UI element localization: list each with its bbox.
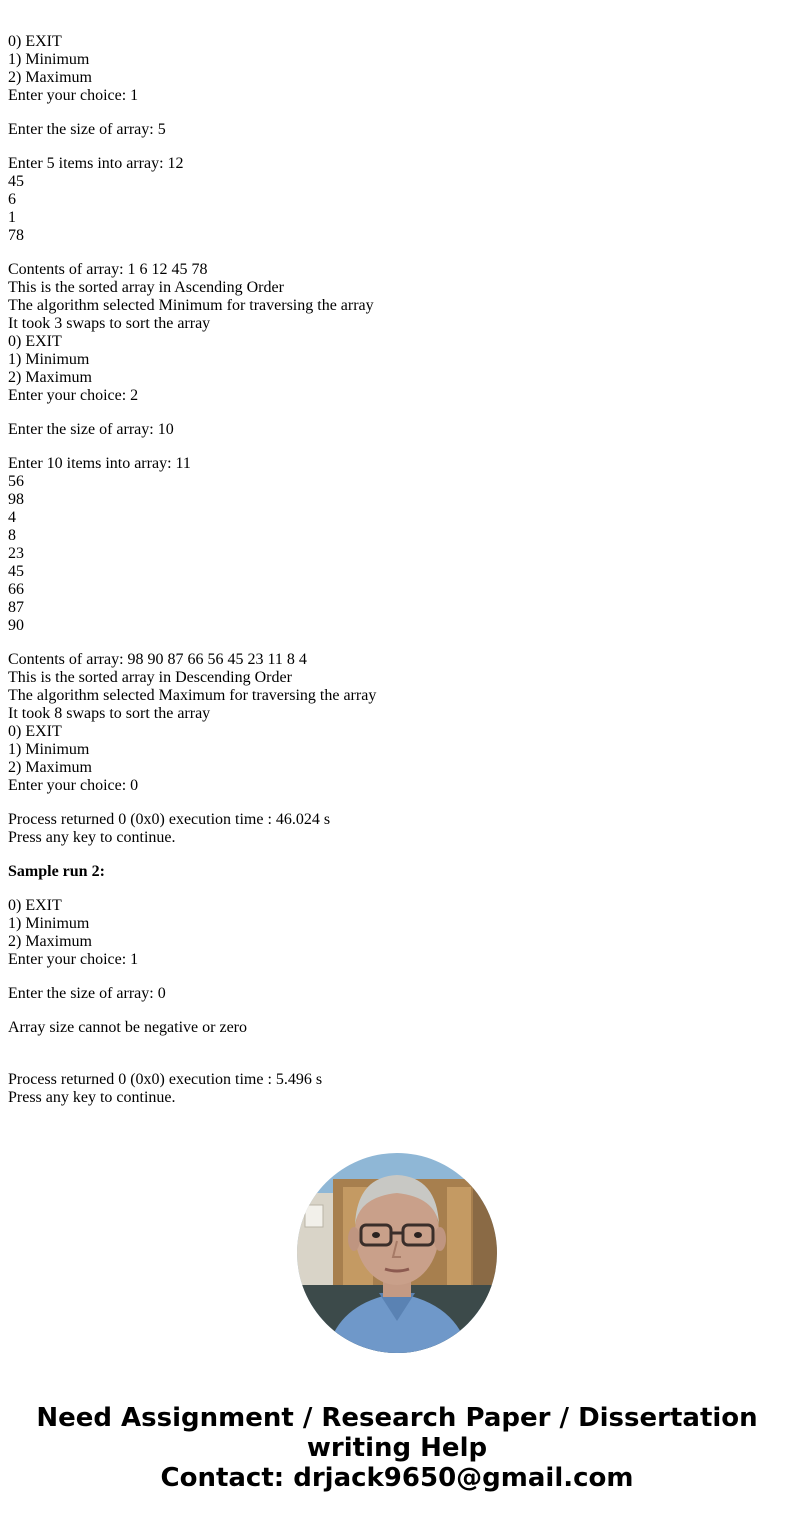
result-line: Contents of array: 98 90 87 66 56 45 23 11 8 4 [8, 651, 307, 668]
menu-line: 1) Minimum [8, 915, 90, 932]
result-line: The algorithm selected Maximum for traversing the array [8, 687, 377, 704]
menu-line: 2) Maximum [8, 69, 92, 86]
items-line: 45 [8, 563, 24, 580]
result-line: 1) Minimum [8, 351, 90, 368]
run2-heading-block [8, 863, 778, 881]
items-line: 87 [8, 599, 24, 616]
result-line: Enter your choice: 0 [8, 777, 139, 794]
result-line: Contents of array: 1 6 12 45 78 [8, 261, 208, 278]
size-prompt: Enter the size of array: 0 [8, 985, 166, 1002]
run1-result2-block [8, 651, 778, 795]
result-line: Enter your choice: 2 [8, 387, 139, 404]
promo-contact: Contact: drjack9650@gmail.com [160, 1463, 634, 1493]
process-line: Press any key to continue. [8, 829, 176, 846]
promo-line: Need Assignment / Research Paper / Dissertation [36, 1403, 758, 1433]
menu-line: 1) Minimum [8, 51, 90, 68]
run1-size2-block [8, 421, 778, 439]
menu-line: 0) EXIT [8, 33, 62, 50]
items-line: 23 [8, 545, 24, 562]
result-line: 0) EXIT [8, 333, 62, 350]
run1-menu-block [8, 33, 778, 105]
result-line: This is the sorted array in Descending Order [8, 669, 292, 686]
section-heading: Sample run 2: [8, 863, 105, 880]
result-line: This is the sorted array in Ascending Order [8, 279, 284, 296]
result-line: It took 8 swaps to sort the array [8, 705, 211, 722]
run1-size1-block [8, 121, 778, 139]
process-line: Process returned 0 (0x0) execution time : 46.024 s [8, 811, 331, 828]
items-line: 4 [8, 509, 16, 526]
items-line: 90 [8, 617, 24, 634]
result-line: The algorithm selected Minimum for traversing the array [8, 297, 374, 314]
process-line: Process returned 0 (0x0) execution time : 5.496 s [8, 1071, 323, 1088]
run1-process-block [8, 811, 778, 847]
run2-error-block [8, 1019, 778, 1055]
menu-line: 0) EXIT [8, 897, 62, 914]
items-line: 8 [8, 527, 16, 544]
items-line: 45 [8, 173, 24, 190]
items-line: 98 [8, 491, 24, 508]
menu-line: Enter your choice: 1 [8, 951, 139, 968]
items-line: 56 [8, 473, 24, 490]
author-photo-illustration [297, 1153, 497, 1353]
console-transcript [8, 33, 778, 1123]
run1-items2-block [8, 455, 778, 635]
items-line: Enter 10 items into array: 11 [8, 455, 191, 472]
run1-items1-block [8, 155, 778, 245]
promo-line: writing Help [306, 1433, 488, 1463]
items-line: 78 [8, 227, 24, 244]
result-line: 0) EXIT [8, 723, 62, 740]
author-photo [297, 1153, 497, 1353]
promo-banner [0, 1403, 794, 1493]
menu-line: 2) Maximum [8, 933, 92, 950]
items-line: Enter 5 items into array: 12 [8, 155, 184, 172]
run2-menu-block [8, 897, 778, 969]
error-message: Array size cannot be negative or zero [8, 1019, 247, 1036]
result-line: 1) Minimum [8, 741, 90, 758]
result-line: It took 3 swaps to sort the array [8, 315, 211, 332]
items-line: 1 [8, 209, 16, 226]
items-line: 6 [8, 191, 16, 208]
process-line: Press any key to continue. [8, 1089, 176, 1106]
result-line: 2) Maximum [8, 759, 92, 776]
menu-line: Enter your choice: 1 [8, 87, 139, 104]
size-prompt: Enter the size of array: 5 [8, 121, 166, 138]
items-line: 66 [8, 581, 24, 598]
blank-line [8, 1037, 778, 1055]
run2-size-block [8, 985, 778, 1003]
size-prompt: Enter the size of array: 10 [8, 421, 174, 438]
result-line: 2) Maximum [8, 369, 92, 386]
run1-result1-block [8, 261, 778, 405]
run2-process-block [8, 1071, 778, 1107]
